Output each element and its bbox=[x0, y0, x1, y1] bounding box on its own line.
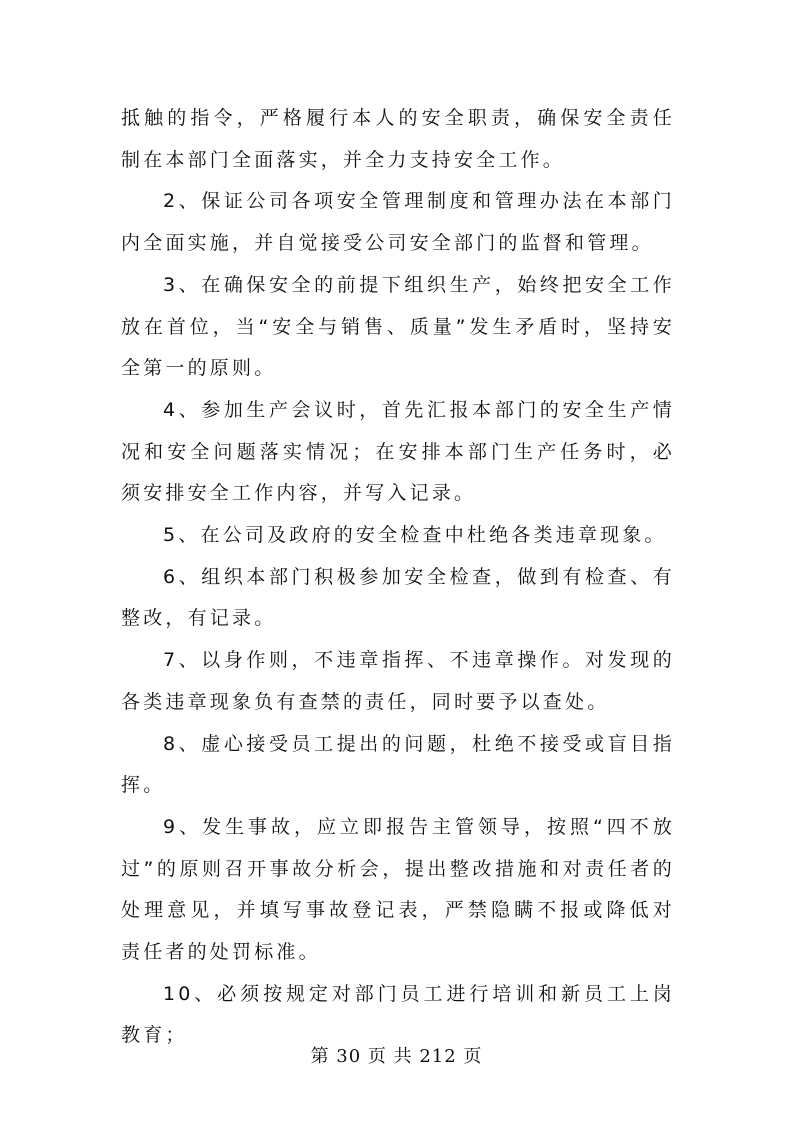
page-number-footer: 第 30 页 共 212 页 bbox=[310, 1046, 483, 1067]
paragraph-continuation: 抵触的指令，严格履行本人的安全职责，确保安全责任制在本部门全面落实，并全力支持安全工作。 bbox=[121, 107, 675, 171]
paragraph-item-10: 10、必须按规定对部门员工进行培训和新员工上岗教育； bbox=[121, 982, 675, 1047]
paragraph-item-2: 2、保证公司各项安全管理制度和管理办法在本部门内全面实施，并自觉接受公司安全部门的监督和管理。 bbox=[121, 190, 675, 255]
document-body bbox=[121, 98, 675, 1057]
paragraph-item-8: 8、虚心接受员工提出的问题，杜绝不接受或盲目指挥。 bbox=[121, 732, 675, 797]
paragraph-item-3: 3、在确保安全的前提下组织生产，始终把安全工作放在首位，当“安全与销售、质量”发生矛盾时，坚持安全第一的原则。 bbox=[121, 273, 675, 380]
paragraph-item-7: 7、以身作则，不违章指挥、不违章操作。对发现的各类违章现象负有查禁的责任，同时要予以查处。 bbox=[121, 649, 675, 713]
paragraph-item-9: 9、发生事故，应立即报告主管领导，按照“四不放过”的原则召开事故分析会，提出整改措施和对责任者的处理意见，并填写事故登记表，严禁隐瞒不报或降低对责任者的处罚标准。 bbox=[121, 815, 675, 964]
paragraph-item-5: 5、在公司及政府的安全检查中杜绝各类违章现象。 bbox=[163, 524, 667, 547]
paragraph-item-4: 4、参加生产会议时，首先汇报本部门的安全生产情况和安全问题落实情况；在安排本部门生产任务时，必须安排安全工作内容，并写入记录。 bbox=[121, 398, 675, 505]
paragraph-item-6: 6、组织本部门积极参加安全检查，做到有检查、有整改，有记录。 bbox=[121, 565, 675, 630]
